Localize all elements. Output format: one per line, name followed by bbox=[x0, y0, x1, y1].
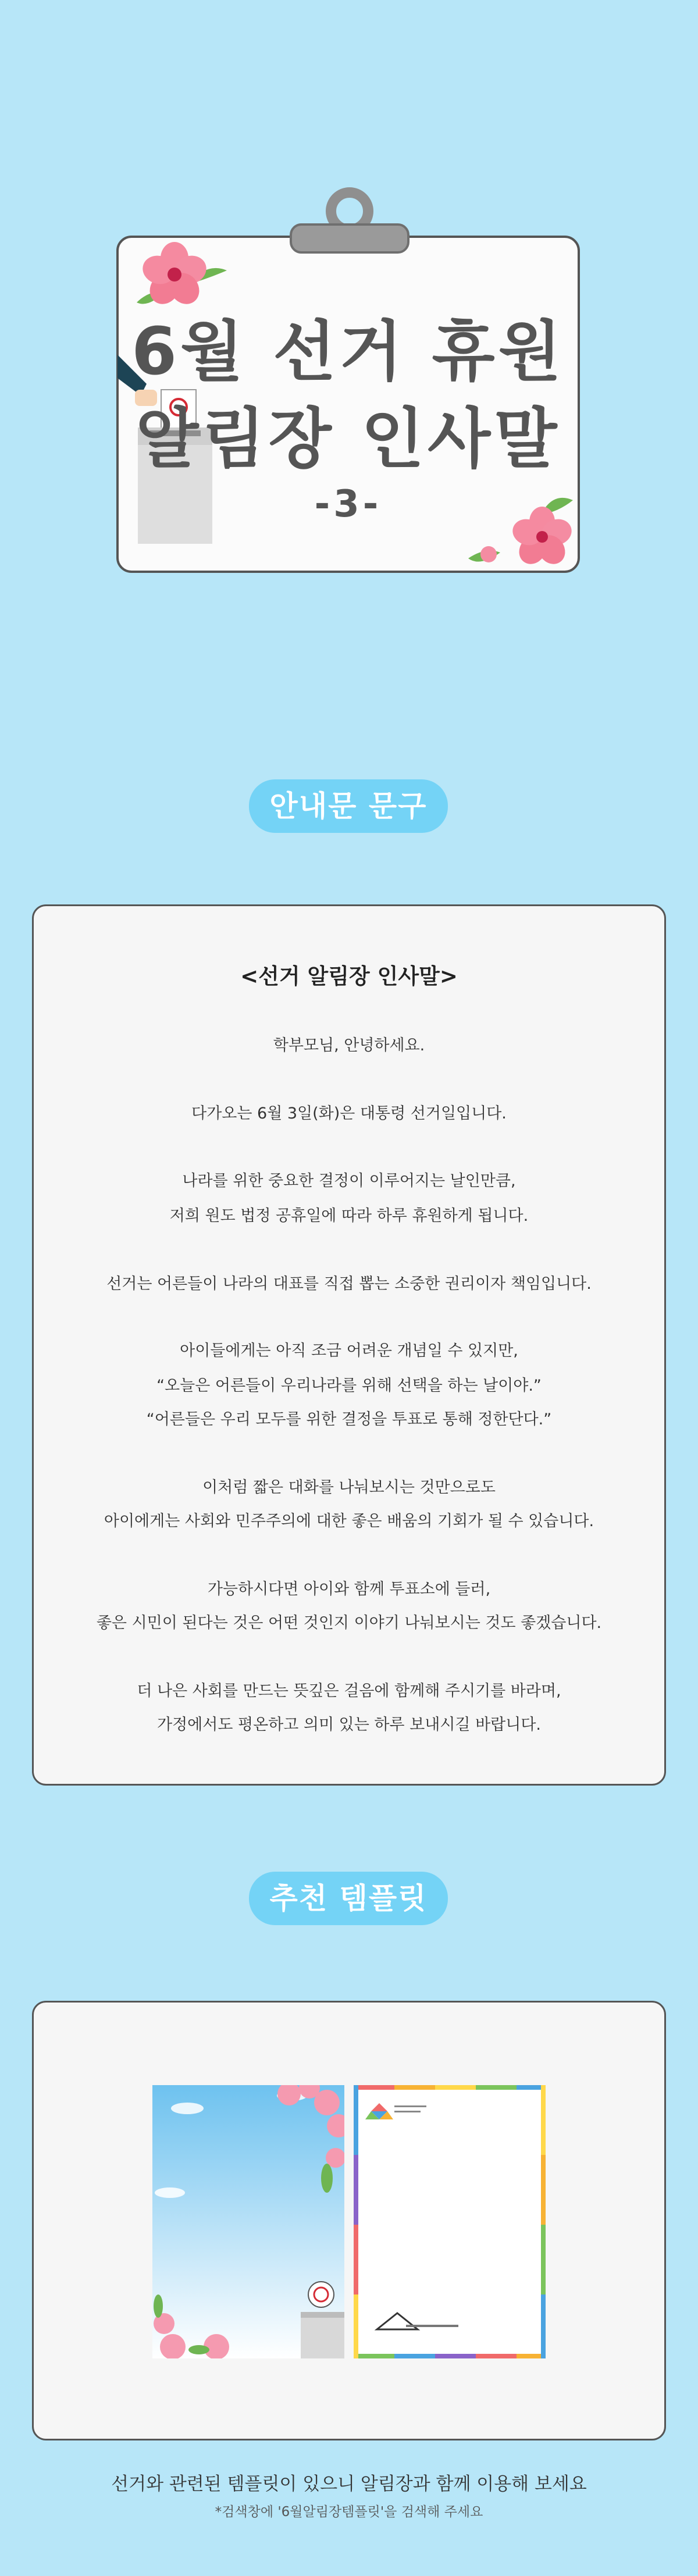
template-thumbnail-sky[interactable] bbox=[152, 2085, 344, 2358]
notice-line: 학부모님, 안녕하세요. bbox=[273, 1036, 425, 1054]
hero-title-line2: 알림장 인사말 bbox=[136, 401, 561, 477]
section-label-template: 추천 템플릿 bbox=[249, 1872, 448, 1925]
footer-message: 선거와 관련된 템플릿이 있으니 알림장과 함께 이용해 보세요 bbox=[111, 2474, 587, 2495]
template-card bbox=[32, 2001, 666, 2440]
notice-line: 저희 원도 법정 공휴일에 따라 하루 휴원하게 됩니다. bbox=[169, 1207, 529, 1225]
notice-line: 좋은 시민이 된다는 것은 어떤 것인지 이야기 나눠보시는 것도 좋겠습니다. bbox=[96, 1614, 602, 1632]
notice-line: “어른들은 우리 모두를 위한 결정을 투표로 통해 정한단다.” bbox=[146, 1410, 552, 1428]
notice-line: 다가오는 6월 3일(화)은 대통령 선거일입니다. bbox=[191, 1104, 507, 1123]
notice-line: 가능하시다면 아이와 함께 투표소에 들러, bbox=[207, 1580, 491, 1598]
section-label-notice: 안내문 문구 bbox=[249, 779, 448, 833]
hero-part-number: -3- bbox=[314, 483, 382, 526]
notice-line: 이처럼 짧은 대화를 나눠보시는 것만으로도 bbox=[202, 1478, 496, 1497]
notice-heading: <선거 알림장 인사말> bbox=[240, 964, 458, 989]
notice-line: 아이에게는 사회와 민주주의에 대한 좋은 배움의 기회가 될 수 있습니다. bbox=[104, 1512, 594, 1530]
template-thumbnail-rainbow-frame[interactable] bbox=[354, 2085, 546, 2358]
notice-line: 더 나은 사회를 만드는 뜻깊은 걸음에 함께해 주시기를 바라며, bbox=[137, 1682, 561, 1700]
notice-line: 나라를 위한 중요한 결정이 이루어지는 날인만큼, bbox=[182, 1172, 516, 1190]
notice-line: 아이들에게는 아직 조금 어려운 개념일 수 있지만, bbox=[180, 1342, 518, 1360]
notice-line: 가정에서도 평온하고 의미 있는 하루 보내시길 바랍니다. bbox=[157, 1716, 541, 1734]
hero-title-line1: 6월 선거 휴원 bbox=[131, 314, 565, 390]
notice-line: “오늘은 어른들이 우리나라를 위해 선택을 하는 날이야.” bbox=[156, 1377, 542, 1395]
clip-bar bbox=[290, 223, 409, 254]
notice-line: 선거는 어른들이 나라의 대표를 직접 뽑는 소중한 권리이자 책임입니다. bbox=[106, 1275, 592, 1293]
footer-search-hint: *검색창에 '6월알림장템플릿'을 검색해 주세요 bbox=[215, 2504, 483, 2520]
